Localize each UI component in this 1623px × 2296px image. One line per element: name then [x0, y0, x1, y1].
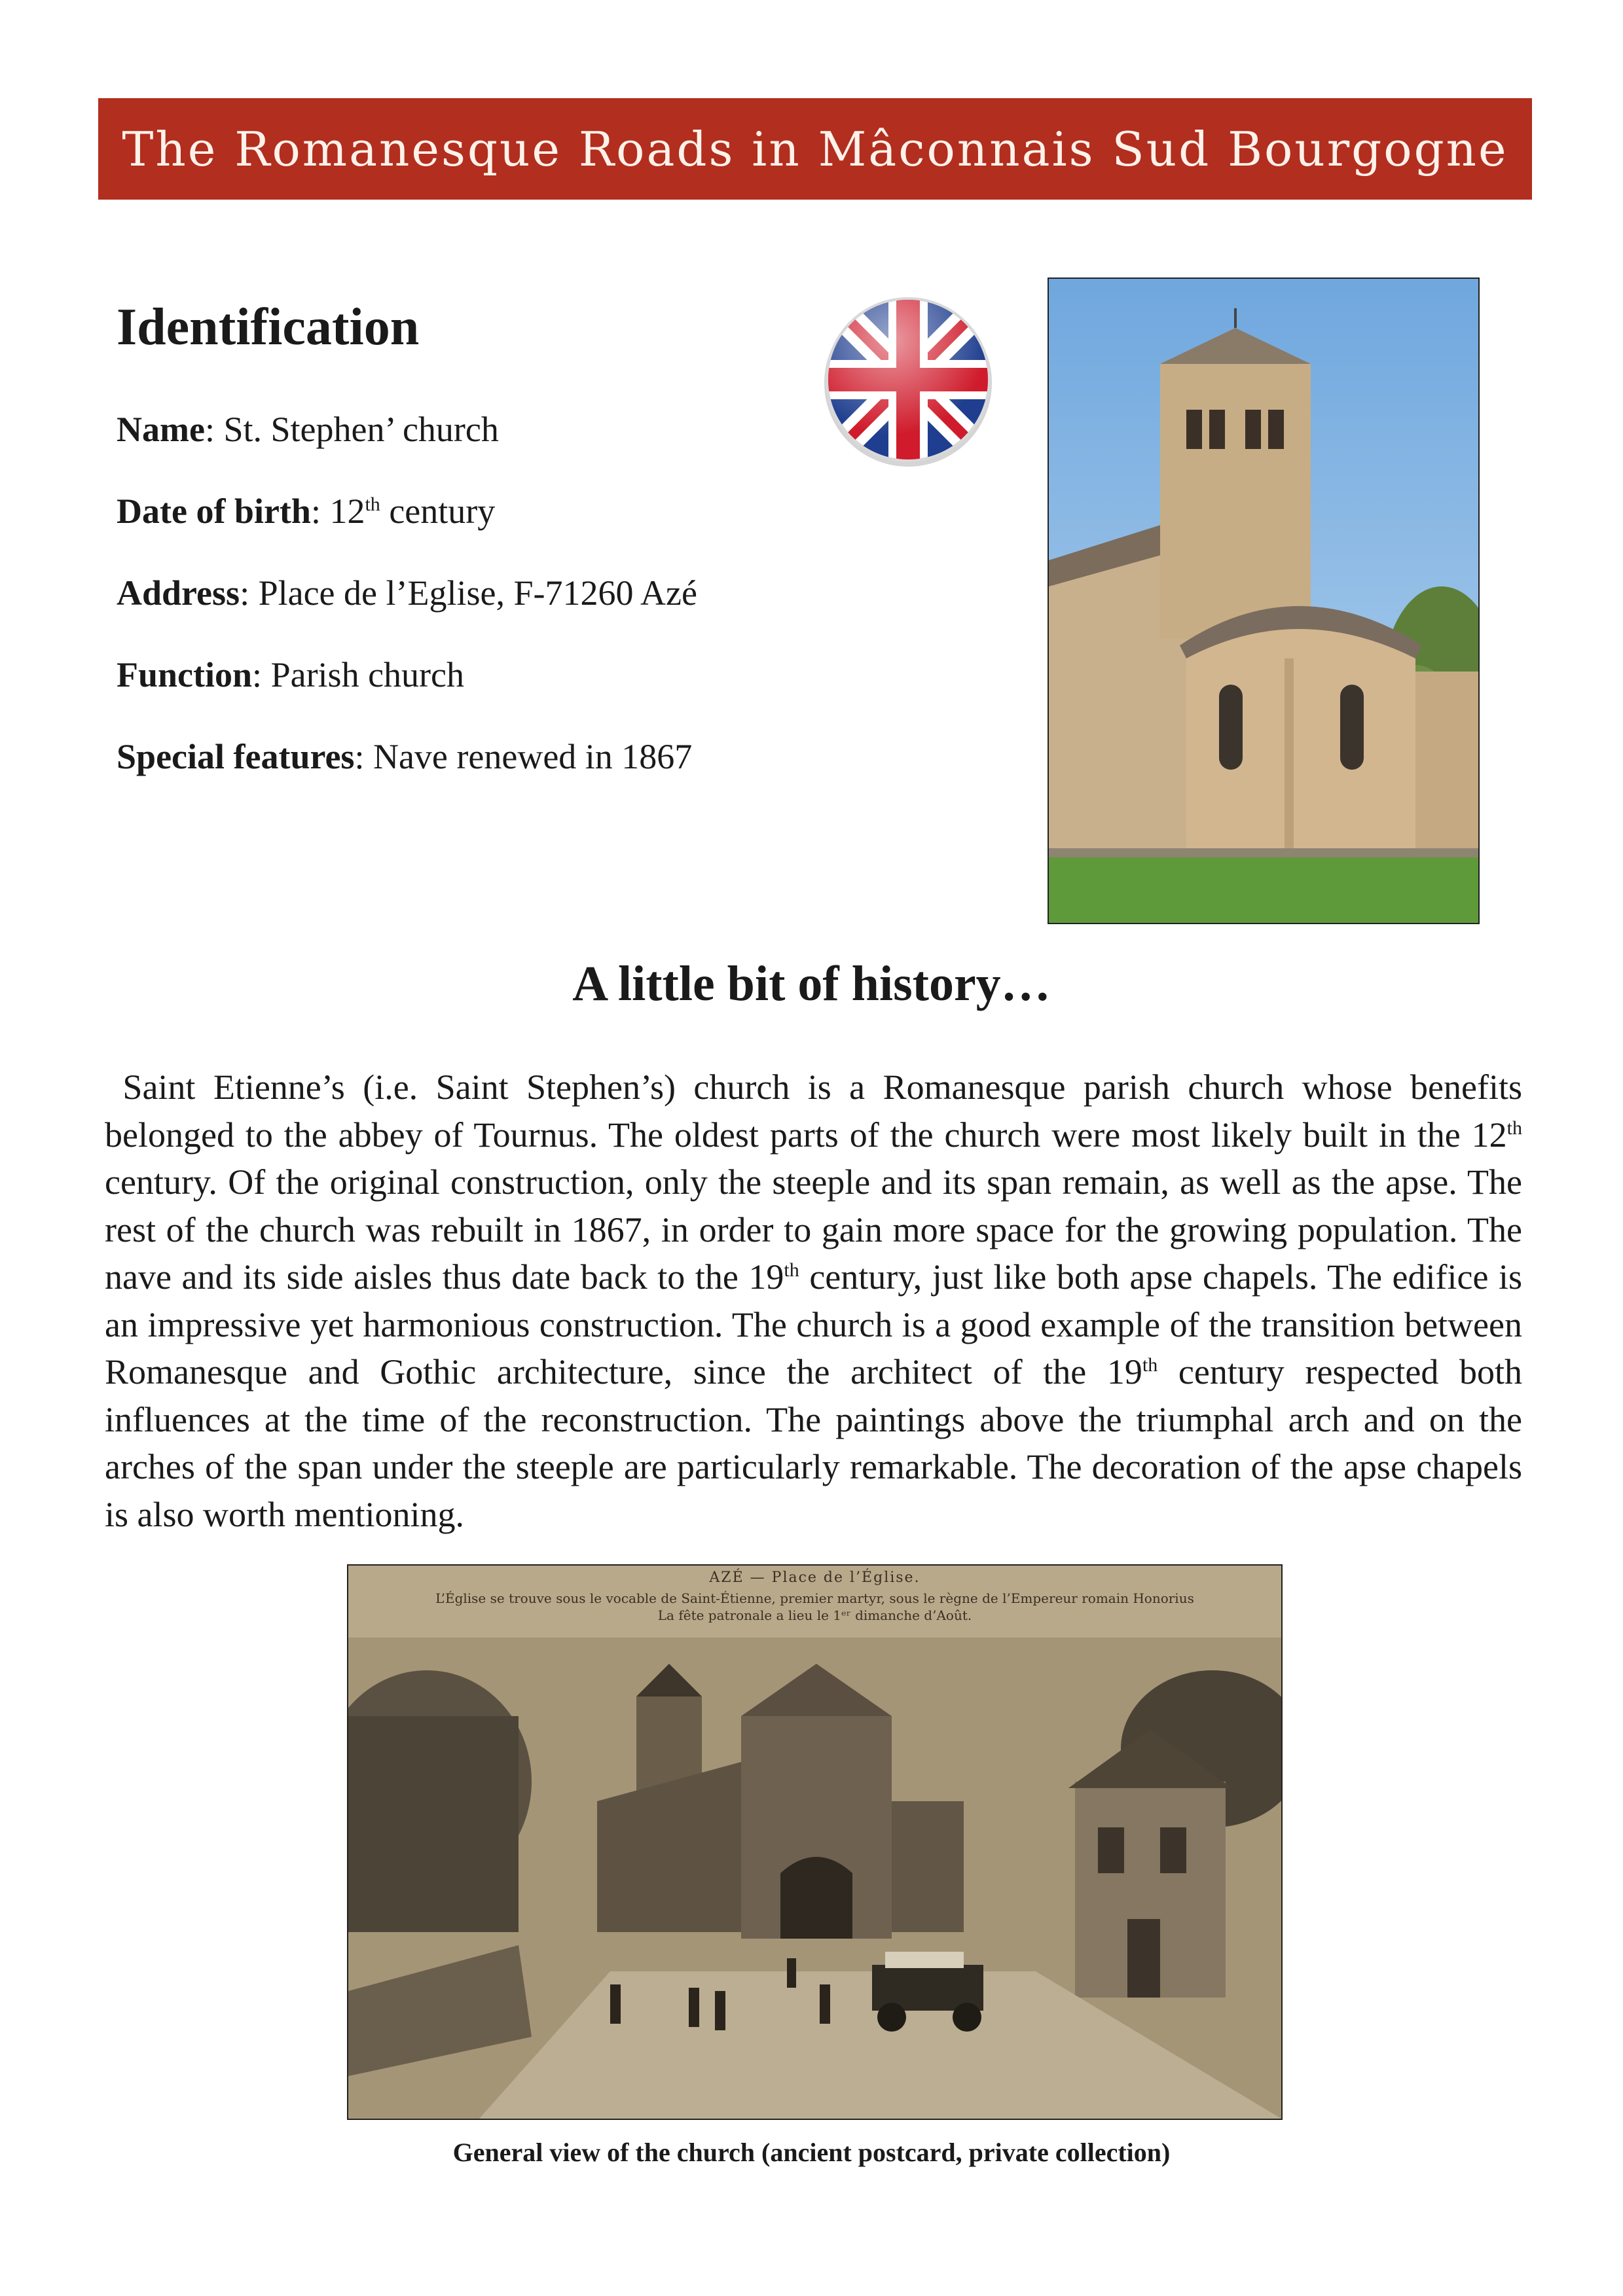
- history-sup-1: th: [1506, 1117, 1522, 1139]
- features-label: Special features: [117, 737, 355, 776]
- church-photo: [1048, 278, 1480, 924]
- identification-heading: Identification: [117, 298, 420, 356]
- history-paragraph: [105, 1064, 1522, 1538]
- date-rest: century: [389, 492, 496, 531]
- history-heading: A little bit of history…: [572, 956, 1051, 1011]
- postcard-line-2: L’Église se trouve sous le vocable de Saint-Étienne, premier martyr, sous le règne de l’Empereur romain Honorius: [435, 1590, 1194, 1606]
- postcard-line-3: La fête patronale a lieu le 1ᵉʳ dimanche d’Août.: [657, 1607, 972, 1623]
- history-sup-2: th: [784, 1259, 799, 1281]
- date-field: Date of birth: 12th century: [117, 492, 496, 531]
- name-label: Name: [117, 410, 205, 449]
- history-sup-3: th: [1142, 1354, 1158, 1376]
- date-number: 12: [329, 492, 365, 531]
- header-banner: [98, 98, 1532, 200]
- history-text-3: century, just like both apse chapels. The edifice is an impressive yet harmonious construction. The church is a good example of the transition between Romanesque and Gothic architecture, since the architect of the 19: [105, 1257, 1523, 1391]
- banner-title: The Romanesque Roads in Mâconnais Sud Bourgogne: [122, 121, 1508, 177]
- postcard-caption: General view of the church (ancient postcard, private collection): [452, 2138, 1171, 2167]
- name-field: Name: St. Stephen’ church: [117, 410, 499, 449]
- features-field: Special features: Nave renewed in 1867: [117, 737, 693, 776]
- history-text-1: Saint Etienne’s (i.e. Saint Stephen’s) church is a Romanesque parish church whose benefits belonged to the abbey of Tournus. The oldest parts of the church were most likely built in the 12: [105, 1067, 1522, 1155]
- function-label: Function: [117, 655, 253, 694]
- function-value: Parish church: [270, 655, 464, 694]
- address-label: Address: [117, 573, 240, 613]
- date-suffix: th: [365, 493, 380, 515]
- uk-flag-icon[interactable]: [820, 291, 996, 468]
- date-label: Date of birth: [117, 492, 311, 531]
- features-value: Nave renewed in 1867: [373, 737, 693, 776]
- function-field: Function: Parish church: [117, 655, 464, 694]
- history-text-2: century. Of the original construction, only the steeple and its span remain, as well as the apse. The rest of the church was rebuilt in 1867, in order to gain more space for the growing population. The nave and its side aisles thus date back to the 19: [105, 1162, 1522, 1297]
- ancient-postcard: [347, 1564, 1283, 2120]
- address-field: Address: Place de l’Eglise, F-71260 Azé: [117, 573, 697, 613]
- history-text-4: century respected both influences at the time of the reconstruction. The paintings above the triumphal arch and on the arches of the span under the steeple are particularly remarkable. The decoration of the apse chapels is also worth mentioning.: [105, 1352, 1522, 1534]
- address-value: Place de l’Eglise, F-71260 Azé: [258, 573, 697, 613]
- postcard-header: [348, 1566, 1281, 1638]
- name-value: St. Stephen’ church: [223, 410, 499, 449]
- postcard-line-1: AZÉ — Place de l’Église.: [709, 1570, 921, 1586]
